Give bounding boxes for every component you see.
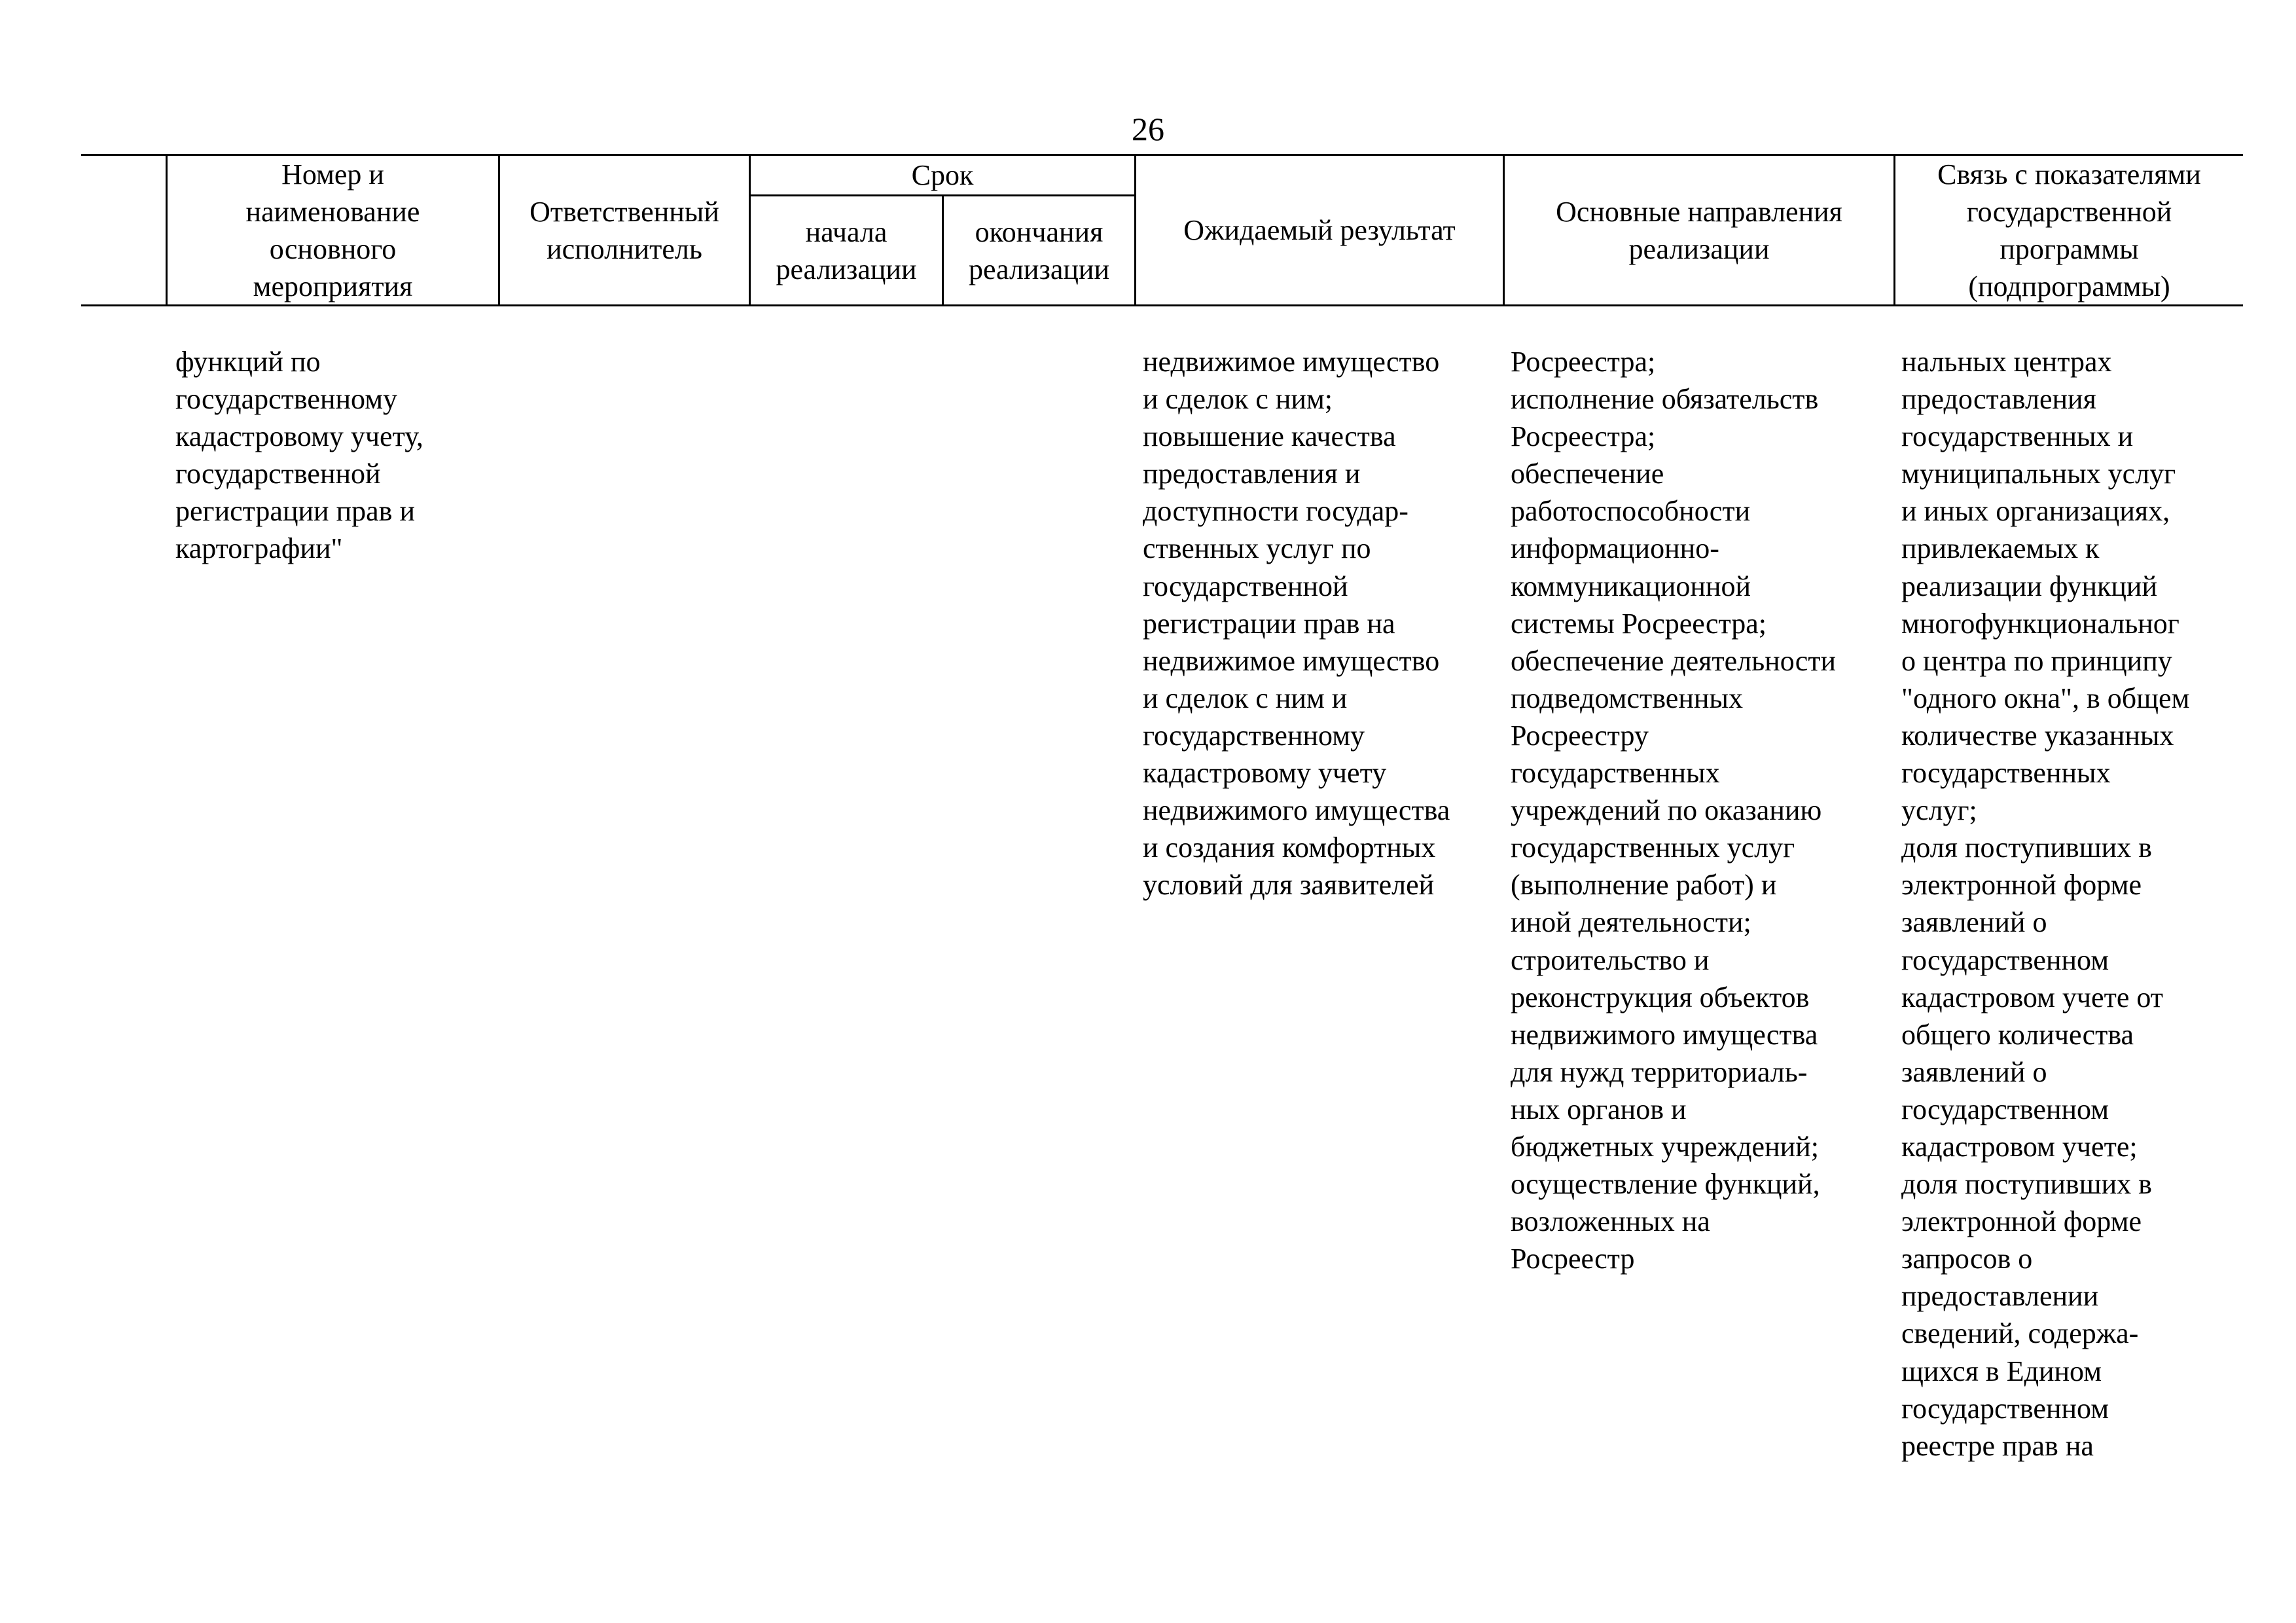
page-number: 26: [1132, 111, 1164, 147]
cell-event-name: [175, 343, 423, 568]
header-number-name: [168, 156, 498, 304]
cell-expected-result: [1143, 343, 1450, 903]
text-line: щихся в Едином: [1901, 1355, 2102, 1387]
header-line: реализации: [776, 253, 917, 285]
text-line: предоставления и: [1143, 458, 1361, 490]
text-line: доля поступивших в: [1901, 1168, 2152, 1201]
text-line: государственной: [175, 458, 381, 490]
text-line: бюджетных учреждений;: [1511, 1130, 1819, 1163]
text-line: заявлений о: [1901, 906, 2047, 939]
text-line: кадастровом учете от: [1901, 981, 2163, 1013]
text-line: и сделок с ним и: [1143, 682, 1348, 714]
text-line: и иных организациях,: [1901, 495, 2170, 528]
header-line: основного: [269, 232, 397, 265]
header-responsible: [500, 156, 749, 304]
text-line: государственном: [1901, 943, 2109, 976]
text-line: недвижимого имущества: [1143, 794, 1450, 827]
header-line: Ответственный: [529, 195, 719, 228]
text-line: сведений, содержа-: [1901, 1317, 2139, 1350]
text-line: (выполнение работ) и: [1511, 869, 1777, 902]
header-start: [751, 196, 942, 304]
text-line: доля поступивших в: [1901, 831, 2152, 864]
header-line: окончания: [975, 215, 1103, 248]
header-line: начала: [805, 215, 888, 248]
text-line: информационно-: [1511, 532, 1719, 565]
text-line: государственному: [1143, 719, 1365, 752]
text-line: регистрации прав на: [1143, 607, 1395, 640]
text-line: для нужд территориаль-: [1511, 1055, 1808, 1088]
header-line: наименование: [245, 195, 420, 228]
text-line: предоставлении: [1901, 1280, 2099, 1313]
text-line: функций по: [175, 346, 321, 378]
text-line: Росреестру: [1511, 719, 1649, 752]
text-line: кадастровому учету,: [175, 420, 423, 453]
text-line: государственному: [175, 383, 398, 416]
header-line: (подпрограммы): [1968, 270, 2170, 302]
text-line: подведомственных: [1511, 682, 1743, 714]
text-line: недвижимого имущества: [1511, 1018, 1818, 1051]
text-line: запросов о: [1901, 1243, 2033, 1275]
text-line: коммуникационной: [1511, 570, 1751, 602]
header-line: Номер и: [281, 158, 384, 191]
text-line: привлекаемых к: [1901, 532, 2100, 565]
text-line: и создания комфортных: [1143, 831, 1436, 864]
text-line: государственной: [1143, 570, 1348, 602]
text-line: кадастровом учете;: [1901, 1130, 2138, 1163]
header-line: реализации: [1628, 232, 1770, 265]
header-result: [1136, 156, 1503, 304]
text-line: муниципальных услуг: [1901, 458, 2176, 490]
header-line: исполнитель: [547, 232, 702, 265]
text-line: нальных центрах: [1901, 346, 2112, 378]
text-line: государственных: [1901, 757, 2111, 790]
text-line: ственных услуг по: [1143, 532, 1371, 565]
text-line: строительство и: [1511, 943, 1710, 976]
text-line: реализации функций: [1901, 570, 2158, 602]
text-line: кадастровому учету: [1143, 757, 1387, 790]
text-line: государственном: [1901, 1392, 2109, 1425]
text-line: электронной форме: [1901, 869, 2142, 902]
header-directions: [1505, 156, 1893, 304]
text-line: Росреестра;: [1511, 346, 1656, 378]
text-line: многофункциональног: [1901, 607, 2179, 640]
text-line: Росреестра;: [1511, 420, 1656, 453]
header-line: Срок: [911, 159, 974, 191]
text-line: системы Росреестра;: [1511, 607, 1767, 640]
header-link-indicators: [1895, 156, 2243, 304]
text-line: осуществление функций,: [1511, 1168, 1820, 1201]
header-line: Связь с показателями: [1937, 158, 2201, 191]
header-line: мероприятия: [253, 270, 413, 302]
text-line: реестре прав на: [1901, 1429, 2094, 1462]
text-line: количестве указанных: [1901, 719, 2174, 752]
text-line: "одного окна", в общем: [1901, 682, 2190, 714]
text-line: о центра по принципу: [1901, 644, 2172, 677]
text-line: регистрации прав и: [175, 495, 415, 528]
header-line: Ожидаемый результат: [1183, 214, 1456, 246]
text-line: государственных услуг: [1511, 831, 1795, 864]
header-line: программы: [2000, 232, 2139, 265]
text-line: картографии": [175, 532, 343, 565]
header-end: [944, 196, 1134, 304]
text-line: условий для заявителей: [1143, 869, 1435, 902]
text-line: обеспечение: [1511, 458, 1664, 490]
text-line: иной деятельности;: [1511, 906, 1751, 939]
text-line: заявлений о: [1901, 1055, 2047, 1088]
text-line: исполнение обязательств: [1511, 383, 1819, 416]
text-line: электронной форме: [1901, 1205, 2142, 1238]
text-line: государственном: [1901, 1093, 2109, 1125]
text-line: возложенных на: [1511, 1205, 1710, 1238]
cell-indicator-link: [1901, 343, 2189, 1465]
text-line: обеспечение деятельности: [1511, 644, 1837, 677]
text-line: предоставления: [1901, 383, 2096, 416]
header-line: реализации: [968, 253, 1110, 285]
text-line: ных органов и: [1511, 1093, 1687, 1125]
text-line: услуг;: [1901, 794, 1977, 827]
text-line: недвижимое имущество: [1143, 644, 1440, 677]
text-line: работоспособности: [1511, 495, 1751, 528]
text-line: реконструкция объектов: [1511, 981, 1810, 1013]
text-line: государственных: [1511, 757, 1720, 790]
header-line: Основные направления: [1556, 195, 1842, 228]
header-line: государственной: [1966, 195, 2172, 228]
text-line: доступности государ-: [1143, 495, 1408, 528]
text-line: государственных и: [1901, 420, 2134, 453]
cell-main-directions: [1511, 343, 1836, 1277]
header-term: [751, 156, 1134, 194]
text-line: учреждений по оказанию: [1511, 794, 1822, 827]
text-line: и сделок с ним;: [1143, 383, 1333, 416]
text-line: общего количества: [1901, 1018, 2134, 1051]
text-line: Росреестр: [1511, 1243, 1635, 1275]
text-line: недвижимое имущество: [1143, 346, 1440, 378]
text-line: повышение качества: [1143, 420, 1396, 453]
